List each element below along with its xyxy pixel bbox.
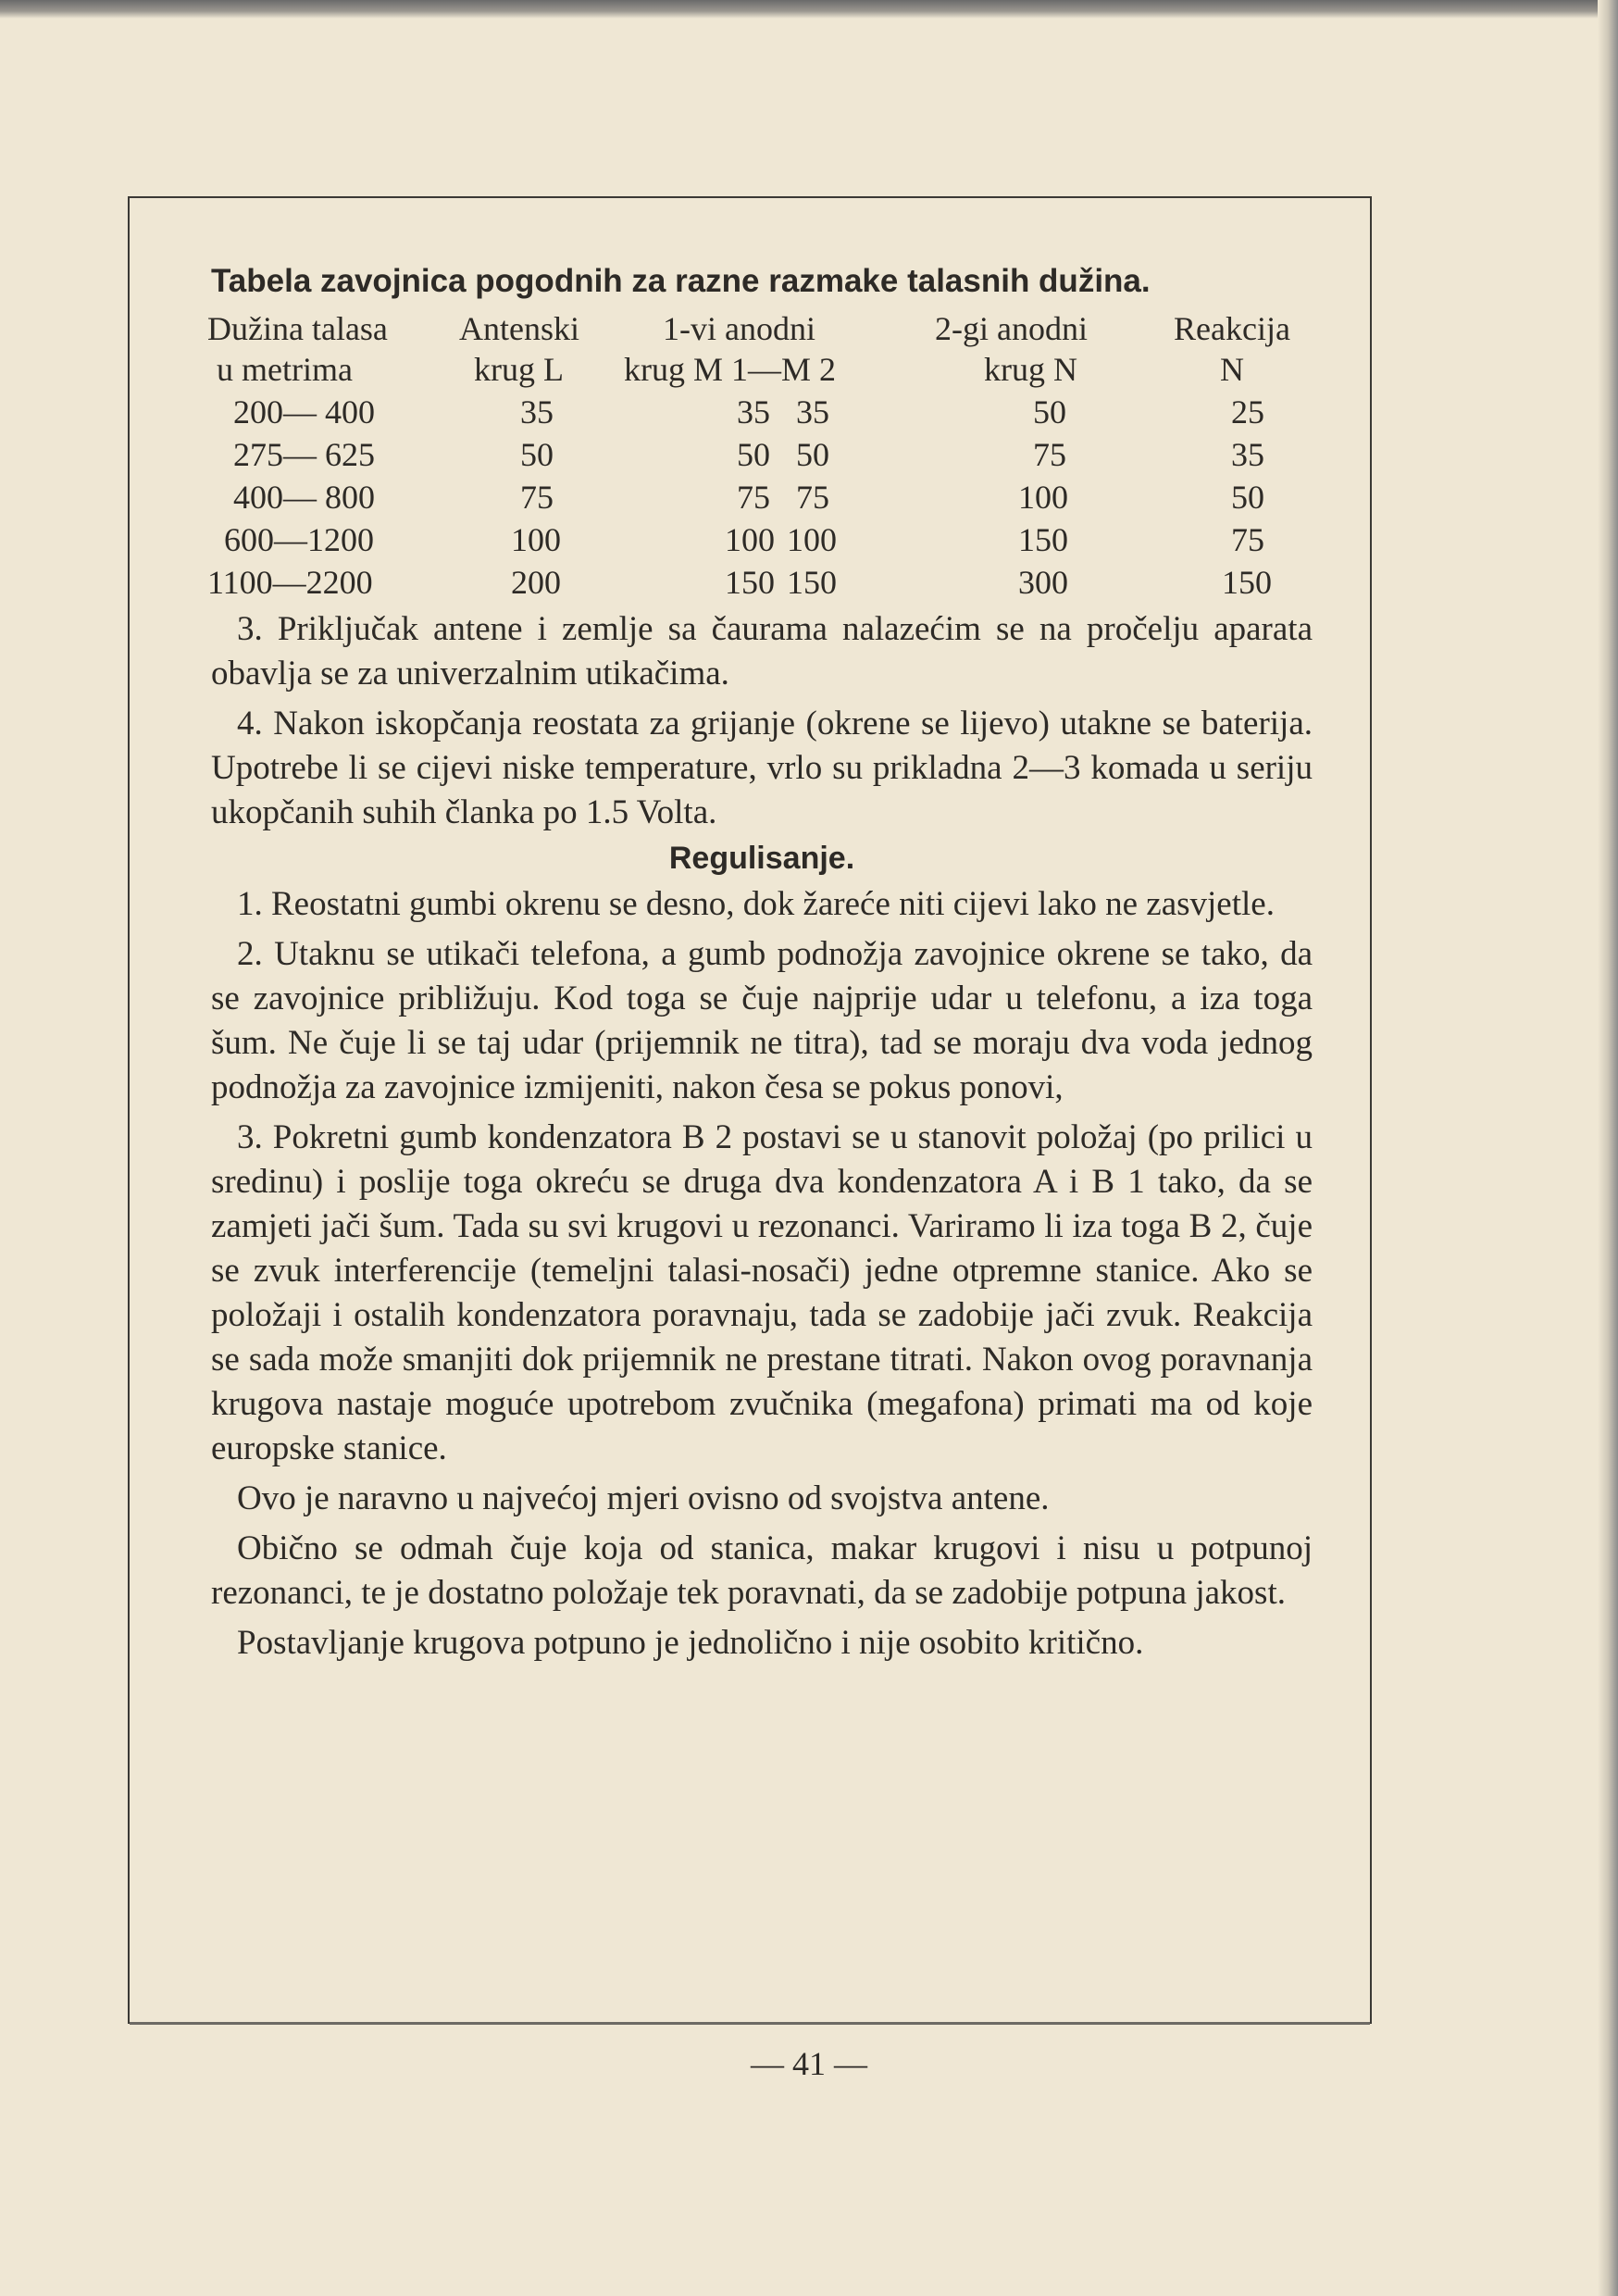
table-cell-n: 50	[1033, 393, 1066, 430]
table-cell-range: 275— 625	[233, 436, 375, 473]
paragraph-battery: 4. Nakon iskopčanja reostata za grijanje (okrene se lijevo) utakne se baterija. Upotrebe li se cijevi niske temperature, vrlo su prikladna 2—3 komada u seriju ukopčanih suhih članka po 1.5 Volta.	[211, 705, 1313, 831]
table-cell-n: 300	[1018, 564, 1068, 601]
page-content	[207, 263, 1313, 1671]
table-cell-range: 400— 800	[233, 479, 375, 516]
table-cell-m1: 100	[725, 521, 775, 558]
section-heading: Regulisanje.	[668, 841, 855, 876]
page-frame-shadow	[130, 2022, 1370, 2025]
table-cell-reaction: 75	[1231, 521, 1264, 558]
table-title: Tabela zavojnica pogodnih za razne razmake talasnih dužina.	[211, 263, 1151, 299]
table-subheader-circuit-n: krug N	[984, 351, 1077, 388]
table-cell-reaction: 150	[1222, 564, 1272, 601]
table-cell-range: 1100—2200	[207, 564, 373, 601]
table-cell-m2: 150	[787, 564, 837, 601]
table-subheader-circuit-l: krug L	[474, 351, 564, 388]
table-header-antenna: Antenski	[459, 310, 579, 347]
table-header-anode2: 2-gi anodni	[935, 310, 1088, 347]
table-header-reaction: Reakcija	[1174, 310, 1290, 347]
table-cell-l: 35	[520, 393, 554, 430]
table-subheader-meters: u metrima	[217, 351, 353, 388]
table-cell-n: 150	[1018, 521, 1068, 558]
table-header-wavelength: Dužina talasa	[207, 310, 388, 347]
table-cell-n: 75	[1033, 436, 1066, 473]
paragraph-resonance-note: Obično se odmah čuje koja od stanica, makar krugovi i nisu u potpunoj rezonanci, te je dostatno položaje tek poravnati, da se zadobije potpuna jakost.	[211, 1529, 1313, 1612]
paragraph-step-3: 3. Pokretni gumb kondenzatora B 2 postavi se u stanovit položaj (po prilici u sredinu) i poslije toga okreću se druga dva kondenzatora A i B 1 tako, da se zamjeti jači šum. Tada su svi krugovi u rezonanci. Variramo li iza toga B 2, čuje se zvuk interferencije (temeljni talasi-nosači) jedne otpremne stanice. Ako se položaji i ostalih kondenzatora poravnaju, tada se zadobije jači zvuk. Reakcija se sada može smanjiti dok prijemnik ne prestane titrati. Nakon ovog poravnanja krugova nastaje moguće upotrebom zvučnika (megafona) primati ma od koje europske stanice.	[211, 1118, 1313, 1467]
table-cell-reaction: 25	[1231, 393, 1264, 430]
table-subheader-n: N	[1220, 351, 1244, 388]
table-cell-reaction: 50	[1231, 479, 1264, 516]
table-cell-m1: 50	[737, 436, 770, 473]
table-cell-l: 50	[520, 436, 554, 473]
scan-edge-right	[1598, 0, 1618, 2296]
table-cell-range: 600—1200	[224, 521, 374, 558]
paragraph-antenna-connection: 3. Priključak antene i zemlje sa čaurama nalazećim se na pročelju aparata obavlja se za univerzalnim utikačima.	[211, 610, 1313, 693]
table-cell-range: 200— 400	[233, 393, 375, 430]
table-cell-n: 100	[1018, 479, 1068, 516]
paragraph-setup-note: Postavljanje krugova potpuno je jednolično i nije osobito kritično.	[237, 1624, 1144, 1662]
table-cell-m2: 75	[796, 479, 829, 516]
coil-table	[207, 309, 1313, 607]
paragraph-step-2: 2. Utaknu se utikači telefona, a gumb podnožja zavojnice okrene se tako, da se zavojnice približuju. Kod toga se čuje najprije udar u telefonu, a iza toga šum. Ne čuje li se taj udar (prijemnik ne titra), tad se moraju dva voda jednog podnožja za zavojnice izmijeniti, nakon česa se pokus ponovi,	[211, 935, 1313, 1106]
table-cell-l: 100	[511, 521, 561, 558]
paragraph-step-1: 1. Reostatni gumbi okrenu se desno, dok žareće niti cijevi lako ne zasvjetle.	[237, 885, 1275, 923]
page-number: — 41 —	[751, 2045, 867, 2082]
table-cell-m2: 100	[787, 521, 837, 558]
table-cell-m1: 35	[737, 393, 770, 430]
table-cell-m2: 50	[796, 436, 829, 473]
table-cell-reaction: 35	[1231, 436, 1264, 473]
table-header-anode1: 1-vi anodni	[663, 310, 815, 347]
table-cell-m2: 35	[796, 393, 829, 430]
scan-edge-top	[0, 0, 1618, 19]
table-cell-m1: 150	[725, 564, 775, 601]
table-cell-l: 200	[511, 564, 561, 601]
paragraph-antenna-note: Ovo je naravno u najvećoj mjeri ovisno od svojstva antene.	[237, 1479, 1050, 1517]
table-subheader-circuit-m: krug M 1—M 2	[624, 351, 837, 388]
table-cell-m1: 75	[737, 479, 770, 516]
table-cell-l: 75	[520, 479, 554, 516]
